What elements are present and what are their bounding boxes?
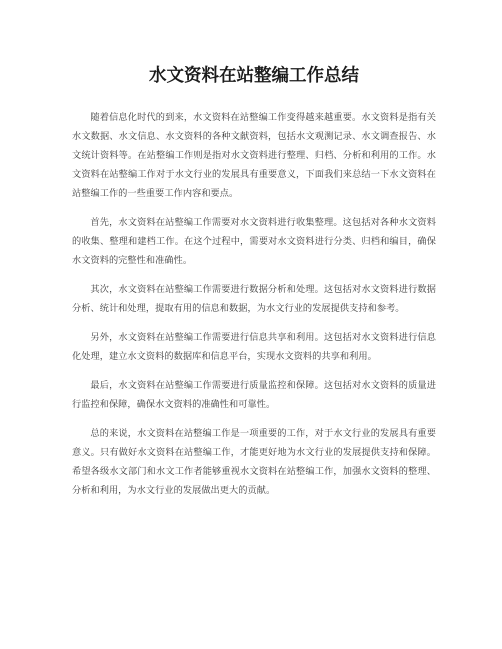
paragraph-quality: 最后，水文资料在站整编工作需要进行质量监控和保障。这包括对水文资料的质量进行监控和保障，确保水文资料的准确性和可靠性。 — [72, 380, 436, 410]
document-title: 水文资料在站整编工作总结 — [149, 66, 359, 86]
paragraph-analysis: 其次，水文资料在站整编工作需要进行数据分析和处理。这包括对水文资料进行数据分析、统计和处理，提取有用的信息和数据，为水文行业的发展提供支持和参考。 — [72, 284, 436, 314]
paragraph-sharing: 另外，水文资料在站整编工作需要进行信息共享和利用。这包括对水文资料进行信息化处理，建立水文资料的数据库和信息平台，实现水文资料的共享和利用。 — [72, 332, 436, 362]
paragraph-intro: 随着信息化时代的到来，水文资料在站整编工作变得越来越重要。水文资料是指有关水文数据、水文信息、水文资料的各种文献资料，包括水文观测记录、水文调查报告、水文统计资料等。在站整编工作则是指对水文资料进行整理、归档、分析和利用的工作。水文资料在站整编工作对于水文行业的发展具有重要意义，下面我们来总结一下水文资料在站整编工作的一些重要工作内容和要点。 — [72, 112, 436, 199]
paragraph-conclusion: 总的来说，水文资料在站整编工作是一项重要的工作，对于水文行业的发展具有重要意义。只有做好水文资料在站整编工作，才能更好地为水文行业的发展提供支持和保障。希望各级水文部门和水文工作者能够重视水文资料在站整编工作，加强水文资料的整理、分析和利用，为水文行业的发展做出更大的贡献。 — [72, 428, 436, 496]
paragraph-collection: 首先，水文资料在站整编工作需要对水文资料进行收集整理。这包括对各种水文资料的收集、整理和建档工作。在这个过程中，需要对水文资料进行分类、归档和编目，确保水文资料的完整性和准确性。 — [72, 217, 436, 266]
document-body — [72, 108, 436, 500]
